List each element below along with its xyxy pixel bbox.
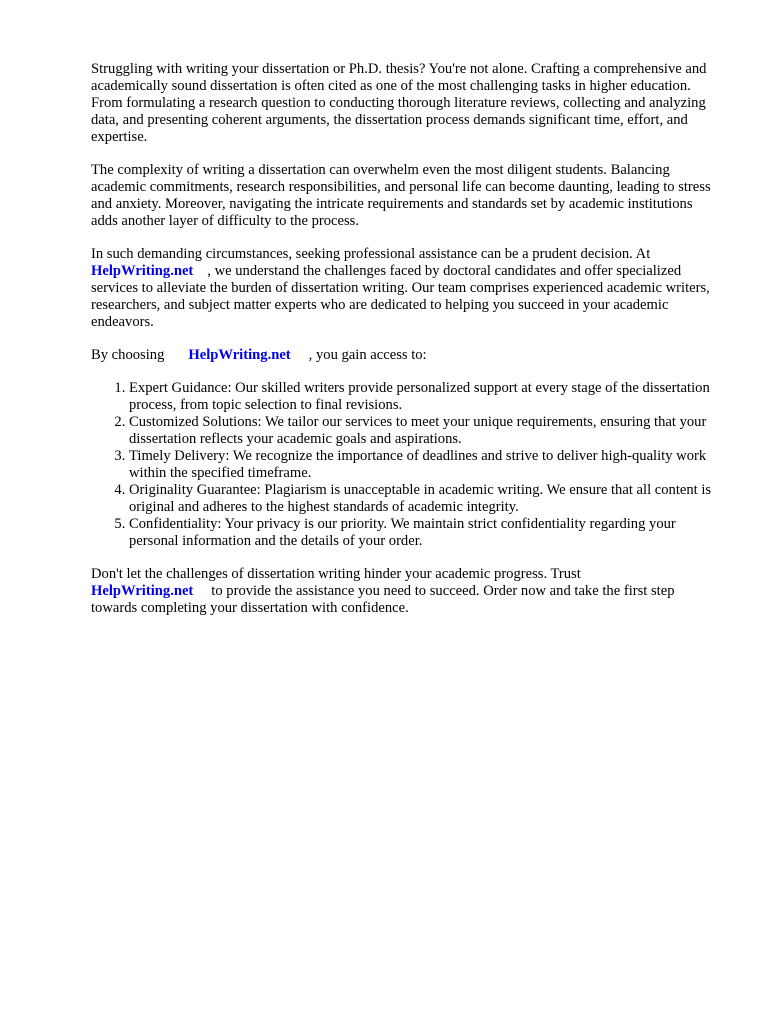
closing-paragraph (91, 566, 721, 617)
choosing-text-before: By choosing (91, 347, 165, 363)
complexity-paragraph: The complexity of writing a dissertation can overwhelm even the most diligent students. Balancing academic commitments, research responsibilities, and personal life can become daunting, leading to stress and anxiety. Moreover, navigating the intricate requirements and standards set by academic institutions adds another layer of difficulty to the process. (91, 162, 711, 229)
list-item: 3. Timely Delivery: We recognize the importance of deadlines and strive to deliver high-quality work within the specified timeframe. (129, 448, 721, 482)
assistance-text-after: , we understand the challenges faced by doctoral candidates and offer specialized services to alleviate the burden of dissertation writing. Our team comprises experienced academic writers, researchers, and subject matter experts who are dedicated to helping you succeed in your academic endeavors. (91, 263, 710, 330)
list-item: 5. Confidentiality: Your privacy is our priority. We maintain strict confidentiality regarding your personal information and the details of your order. (129, 516, 721, 550)
choosing-paragraph (91, 347, 721, 364)
closing-text-before: Don't let the challenges of dissertation writing hinder your academic progress. Trust (91, 566, 581, 582)
helpwriting-link-3[interactable]: HelpWriting.net (91, 583, 194, 599)
list-item: 2. Customized Solutions: We tailor our services to meet your unique requirements, ensuring that your dissertation reflects your academic goals and aspirations. (129, 414, 721, 448)
helpwriting-link-2[interactable]: HelpWriting.net (188, 347, 291, 363)
assistance-text-before: In such demanding circumstances, seeking professional assistance can be a prudent decision. At (91, 246, 651, 262)
choosing-text-after: , you gain access to: (308, 347, 427, 363)
helpwriting-link-1[interactable]: HelpWriting.net (91, 263, 194, 279)
assistance-paragraph (91, 246, 721, 331)
intro-paragraph: Struggling with writing your dissertation or Ph.D. thesis? You're not alone. Crafting a comprehensive and academically sound dissertation is often cited as one of the most challenging tasks in higher education. From formulating a research question to conducting thorough literature reviews, collecting and analyzing data, and presenting coherent arguments, the dissertation process demands significant time, effort, and expertise. (91, 61, 707, 145)
closing-text-after: to provide the assistance you need to succeed. Order now and take the first step towards completing your dissertation with confidence. (91, 583, 675, 616)
document-page (91, 61, 721, 633)
list-item: 4. Originality Guarantee: Plagiarism is unacceptable in academic writing. We ensure that all content is original and adheres to the highest standards of academic integrity. (129, 482, 721, 516)
features-list (91, 380, 721, 550)
list-item: 1. Expert Guidance: Our skilled writers provide personalized support at every stage of the dissertation process, from topic selection to final revisions. (129, 380, 721, 414)
